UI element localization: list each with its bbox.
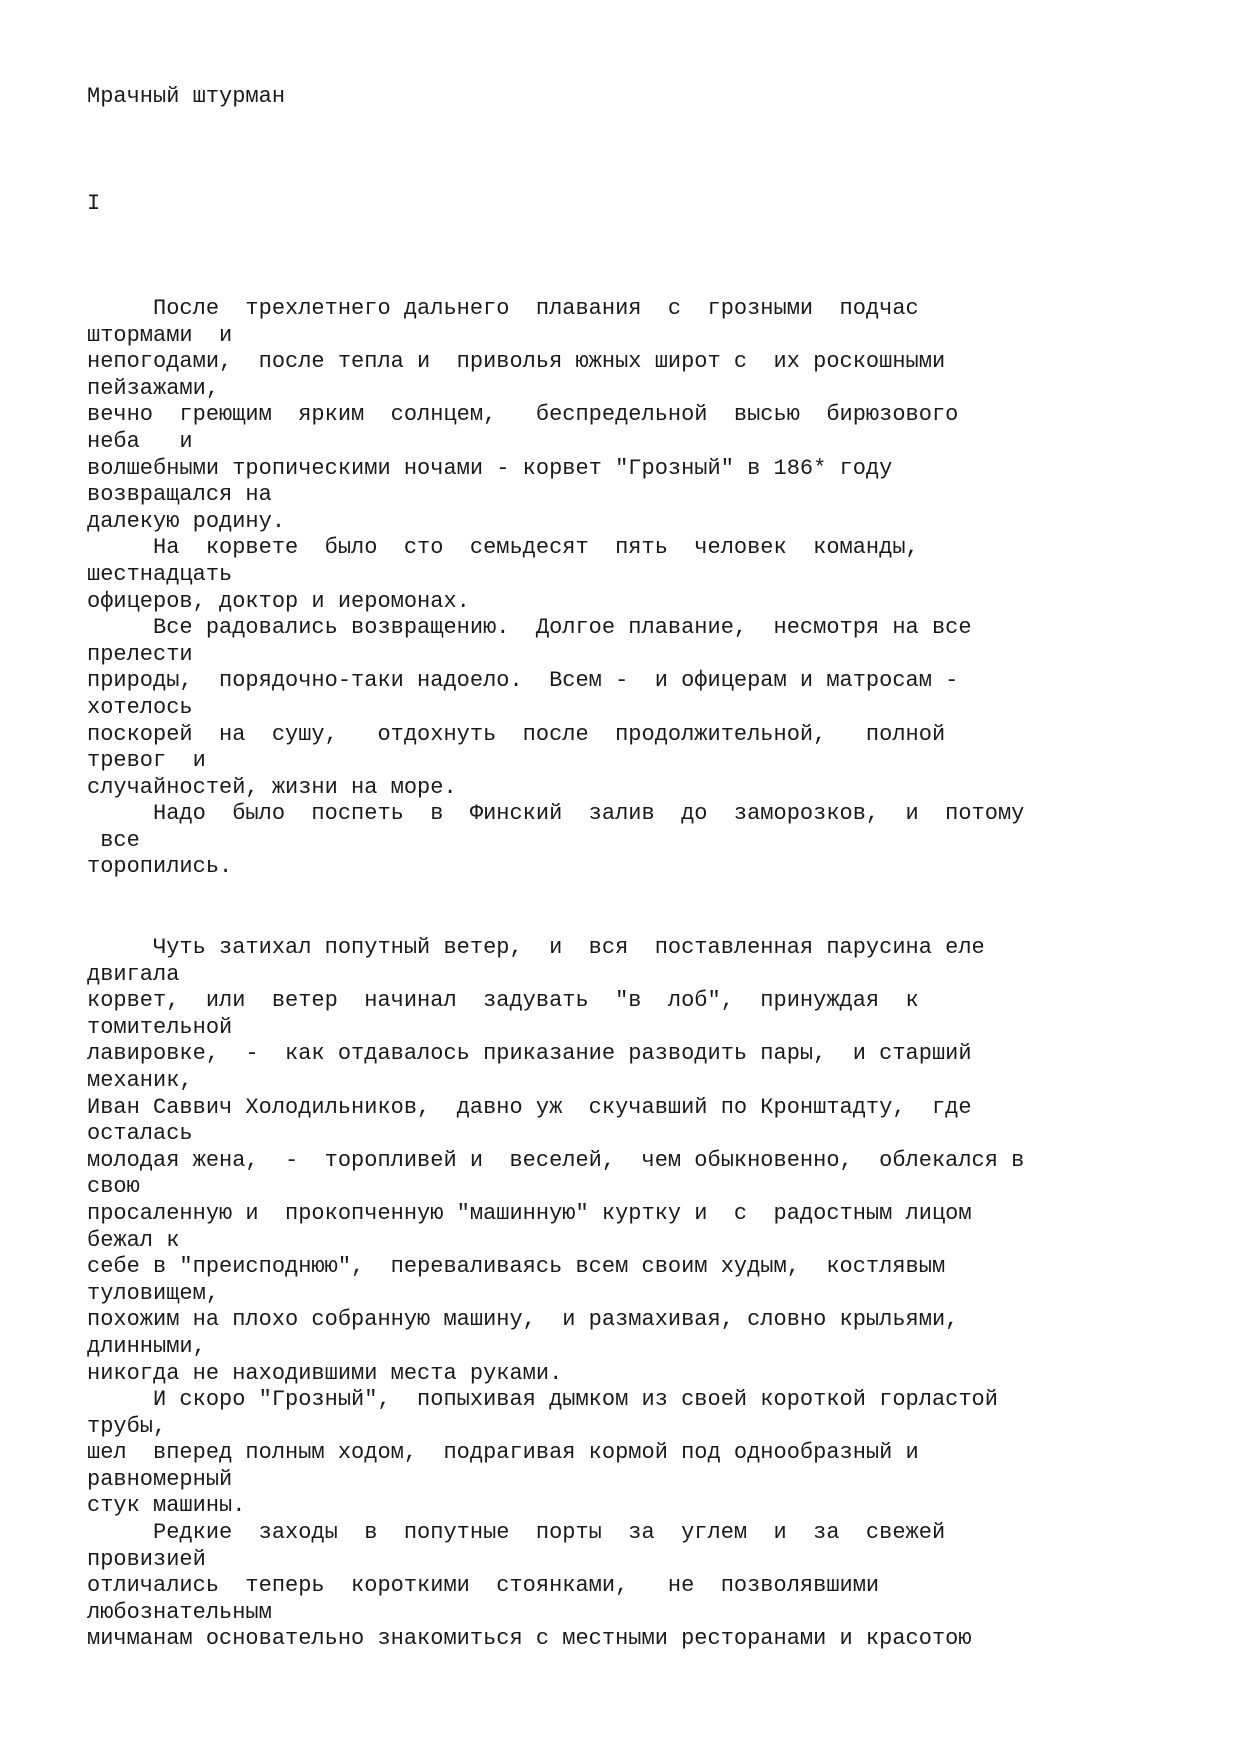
text-section-1: После трехлетнего дальнего плавания с грозными подчас штормами и непогодами, после тепла и приволья южных широт с их роскошными пейзажами, вечно греющим ярким солнцем, беспредельной высью бирюзового неба и волшебными тропическими ночами - корвет "Грозный" в 186* году возвращался на далекую родину. На корвете было сто семьдесят пять человек команды, шестнадцать офицеров, доктор и иеромонах. Все радовались возвращению. Долгое плавание, несмотря на все прелести природы, порядочно-таки надоело. Всем - и офицерам и матросам - хотелось поскорей на сушу, отдохнуть после продолжительной, полной тревог и случайностей, жизни на море. Надо было поспеть в Финский залив до заморозков, и потому все торопились. (87, 296, 1025, 880)
document-title: Мрачный штурман (87, 84, 286, 109)
text-section-2: Чуть затихал попутный ветер, и вся поставленная парусина еле двигала корвет, или ветер начинал задувать "в лоб", принуждая к томительной лавировке, - как отдавалось приказание разводить пары, и старший механик, Иван Саввич Холодильников, давно уж скучавший по Кронштадту, где осталась молодая жена, - торопливей и веселей, чем обыкновенно, облекался в свою просаленную и прокопченную "машинную" куртку и с радостным лицом бежал к себе в "преисподнюю", переваливаясь всем своим худым, костлявым туловищем, похожим на плохо собранную машину, и размахивая, словно крыльями, длинными, никогда не находившими места руками. И скоро "Грозный", попыхивая дымком из своей короткой горластой трубы, шел вперед полным ходом, подрагивая кормой под однообразный и равномерный стук машины. Редкие заходы в попутные порты за углем и за свежей провизией отличались теперь короткими стоянками, не позволявшими любознательным мичманам основательно знакомиться с местными ресторанами и красотою (87, 935, 1025, 1652)
chapter-number: I (87, 191, 101, 216)
